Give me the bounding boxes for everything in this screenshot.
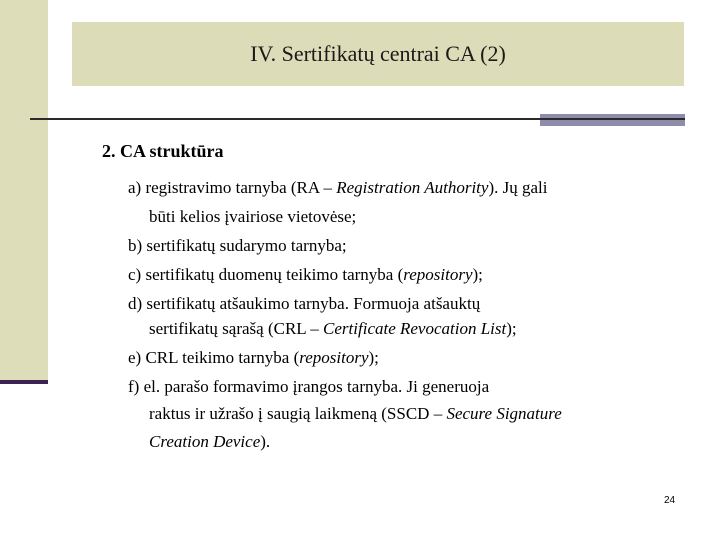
- item-f-line2-pre: raktus ir užrašo į saugią laikmeną (SSCD –: [149, 404, 447, 423]
- item-f-line2-italic: Secure Signature: [446, 404, 562, 423]
- item-d-line2-italic: Certificate Revocation List: [323, 319, 507, 338]
- left-decor-bar-edge: [0, 380, 48, 384]
- item-f-line3-italic: Creation Device: [149, 432, 261, 451]
- item-a-text-italic: Registration Authority: [336, 178, 489, 197]
- item-c-text-italic: repository: [403, 265, 473, 284]
- page-number: 24: [664, 495, 676, 506]
- item-e-text-pre: CRL teikimo tarnyba (: [145, 348, 300, 367]
- item-e: [128, 348, 379, 368]
- item-d-line2-post: );: [506, 319, 517, 338]
- rule-accent: [540, 114, 685, 126]
- item-a-label: a): [128, 178, 142, 197]
- item-c: [128, 265, 483, 285]
- item-e-text-post: );: [368, 348, 379, 367]
- item-d-line1: [128, 294, 480, 314]
- item-f-label: f): [128, 377, 140, 396]
- item-a-text-post: ). Jų gali: [488, 178, 548, 197]
- item-b: [128, 236, 347, 256]
- item-c-text-pre: sertifikatų duomenų teikimo tarnyba (: [145, 265, 404, 284]
- item-f-line2: [149, 404, 562, 424]
- item-a-text-pre: registravimo tarnyba (RA –: [145, 178, 337, 197]
- item-b-text: sertifikatų sudarymo tarnyba;: [146, 236, 347, 255]
- item-e-text-italic: repository: [299, 348, 369, 367]
- item-b-label: b): [128, 236, 143, 255]
- item-a-line1: [128, 178, 547, 198]
- item-f-line3-post: ).: [260, 432, 271, 451]
- item-f-text: el. parašo formavimo įrangos tarnyba. Ji generuoja: [143, 377, 490, 396]
- item-a-line2: būti kelios įvairiose vietovėse;: [149, 207, 357, 226]
- item-c-text-post: );: [472, 265, 483, 284]
- item-d-line2: [149, 319, 517, 339]
- item-d-label: d): [128, 294, 143, 313]
- left-decor-bar: [0, 0, 48, 384]
- item-e-label: e): [128, 348, 142, 367]
- item-f-line3: [149, 432, 270, 452]
- slide-title: IV. Sertifikatų centrai CA (2): [250, 41, 506, 66]
- divider-rule: [30, 118, 685, 120]
- item-d-line2-pre: sertifikatų sąrašą (CRL –: [149, 319, 324, 338]
- item-d-text: sertifikatų atšaukimo tarnyba. Formuoja atšauktų: [146, 294, 481, 313]
- item-c-label: c): [128, 265, 142, 284]
- item-f-line1: [128, 377, 489, 397]
- section-heading: 2. CA struktūra: [102, 141, 224, 161]
